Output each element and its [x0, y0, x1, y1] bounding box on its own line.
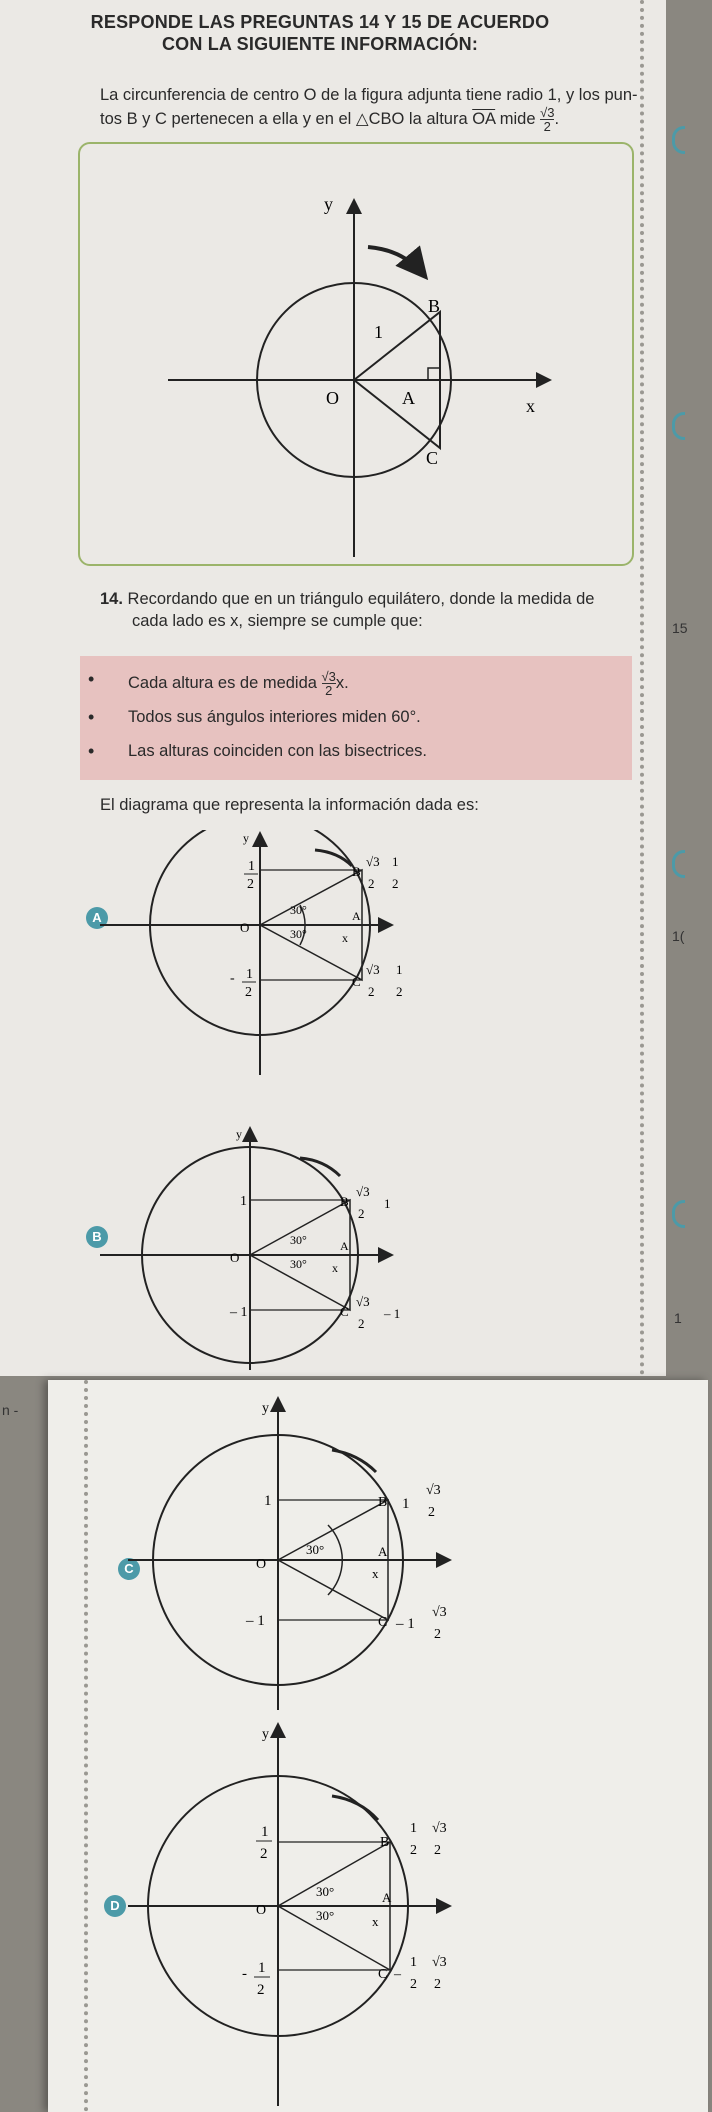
bullet-3: • Las alturas coinciden con las bisectrices.: [128, 742, 427, 761]
intro-line-1: La circunferencia de centro O de la figura adjunta tiene radio 1, y los pun-: [100, 86, 638, 104]
x-label: x: [526, 396, 535, 416]
option-b-x-label: x: [332, 1261, 338, 1275]
option-a-b-point: B: [352, 864, 361, 879]
segment-oa: $\overline{OA}$: [472, 109, 496, 128]
option-b-bx-num: √3: [356, 1184, 370, 1199]
option-b-by: 1: [384, 1196, 391, 1211]
option-d-cx-den: 2: [410, 1977, 417, 1992]
option-c-cy-num: √3: [432, 1605, 447, 1620]
right-angle-mark: [428, 368, 440, 380]
option-a-ybot-num: 1: [246, 967, 253, 982]
option-a-ybot-den: 2: [245, 985, 252, 1000]
intro-fraction: [540, 106, 554, 133]
header-line-1: RESPONDE LAS PREGUNTAS 14 Y 15 DE ACUERDO: [90, 12, 550, 32]
option-c-c-point: C: [378, 1615, 388, 1630]
option-c-by-den: 2: [428, 1505, 435, 1520]
option-d-ybot-den: 2: [257, 1982, 265, 1998]
option-d-cx-num: 1: [410, 1955, 417, 1970]
margin-mark-3: [672, 850, 685, 878]
option-d-by-num: √3: [432, 1821, 447, 1836]
option-c-figure[interactable]: [128, 1390, 608, 1710]
left-fragment-text: n -: [2, 1402, 19, 1418]
option-a-o-label: O: [240, 920, 250, 935]
option-d-cy-num: √3: [432, 1955, 447, 1970]
option-b-ytop: 1: [240, 1194, 247, 1209]
option-b-a-label: A: [340, 1239, 349, 1253]
option-d-bx-num: 1: [410, 1821, 417, 1836]
option-a-angle-bottom: 30°: [290, 927, 307, 941]
option-c-label[interactable]: C: [118, 1558, 140, 1580]
side-number-15: 15: [672, 620, 688, 636]
option-a-c-point: C: [352, 974, 361, 989]
option-b-angle-top: 30°: [290, 1233, 307, 1247]
option-a-by-num: 1: [392, 854, 399, 869]
intro-text-a: tos B y C pertenecen a ella y en el △CBO la altura: [100, 109, 473, 128]
option-c-by-num: √3: [426, 1483, 441, 1498]
option-b-y-label: y: [236, 1127, 242, 1141]
option-b-b-point: B: [340, 1194, 349, 1209]
option-d-ybot-minus: -: [242, 1966, 247, 1982]
option-c-cy-den: 2: [434, 1627, 441, 1642]
option-d-a-label: A: [382, 1890, 392, 1905]
side-number-16: 1(: [672, 928, 685, 944]
option-d-angle-top: 30°: [316, 1884, 335, 1899]
question-line-2: cada lado es x, siempre se cumple que:: [132, 612, 423, 630]
dotted-margin: [640, 0, 648, 1376]
option-a-cy-num: 1: [396, 962, 403, 977]
option-a-figure[interactable]: [100, 830, 480, 1080]
option-b-bx-den: 2: [358, 1206, 365, 1221]
intro-text-b: mide: [495, 109, 541, 128]
question-number: 14.: [100, 590, 123, 608]
o-label: O: [326, 388, 339, 408]
option-d-bx-den: 2: [410, 1843, 417, 1858]
option-b-cx-den: 2: [358, 1316, 365, 1331]
option-a-y-label: y: [243, 831, 249, 845]
margin-mark-1: [672, 126, 685, 154]
prompt-text: El diagrama que representa la información dada es:: [100, 796, 479, 814]
margin-mark-4: [672, 1200, 685, 1228]
option-d-y-label: y: [262, 1727, 269, 1742]
header-line-2: CON LA SIGUIENTE INFORMACIÓN:: [161, 34, 479, 54]
option-d-label[interactable]: D: [104, 1895, 126, 1917]
intro-frac-num: √3: [540, 105, 555, 120]
intro-frac-den: 2: [543, 119, 551, 134]
question-line-1: [100, 588, 594, 610]
option-a-bx-den: 2: [368, 876, 375, 891]
option-a-bx-num: √3: [366, 854, 380, 869]
bullet-frac-den: 2: [325, 683, 333, 698]
option-b-ybot: – 1: [230, 1305, 248, 1320]
option-b-o-label: O: [230, 1250, 240, 1265]
y-label: y: [324, 194, 333, 214]
option-b-label[interactable]: B: [86, 1226, 108, 1248]
option-d-by-den: 2: [434, 1843, 441, 1858]
bullet-1: [128, 670, 349, 697]
option-c-b-point: B: [378, 1495, 388, 1510]
option-c-angle: 30°: [306, 1542, 325, 1557]
bullet-1-fraction: [322, 670, 336, 697]
option-c-ytop: 1: [264, 1493, 272, 1509]
main-figure: [78, 142, 634, 566]
option-a-a-label: A: [352, 909, 361, 923]
option-a-cx-den: 2: [368, 984, 375, 999]
option-d-ytop-den: 2: [260, 1846, 268, 1862]
option-c-ybot: – 1: [246, 1613, 265, 1629]
page-bottom: [48, 1380, 708, 2112]
option-a-ytop-num: 1: [248, 859, 255, 874]
intro-line-2: [100, 106, 559, 133]
option-b-cy: – 1: [384, 1306, 401, 1321]
option-a-angle-top: 30°: [290, 903, 307, 917]
option-b-angle-bottom: 30°: [290, 1257, 307, 1271]
option-c-cx: – 1: [396, 1616, 415, 1632]
option-a-cy-den: 2: [396, 984, 403, 999]
option-a-x-label: x: [342, 931, 348, 945]
bullet-frac-num: √3: [321, 669, 336, 684]
option-a-ybot-minus: -: [230, 971, 235, 986]
option-b-cx-num: √3: [356, 1294, 370, 1309]
option-d-ybot-num: 1: [258, 1960, 266, 1976]
margin-mark-2: [672, 412, 685, 440]
option-d-b-point: B: [380, 1835, 390, 1850]
option-d-cy-den: 2: [434, 1977, 441, 1992]
option-c-y-label: y: [262, 1401, 269, 1416]
option-a-ytop-den: 2: [247, 877, 254, 892]
option-d-cx-minus: –: [394, 1967, 401, 1982]
side-number-17: 1: [674, 1310, 682, 1326]
option-d-figure[interactable]: [128, 1716, 608, 2106]
rotation-arrow: [368, 247, 423, 274]
bullet-1-end: x.: [335, 673, 349, 692]
c-label: C: [426, 448, 439, 468]
radius-label: 1: [374, 322, 383, 342]
option-c-x-label: x: [372, 1566, 379, 1581]
dotted-margin-bottom: [84, 1380, 92, 2112]
option-d-o-label: O: [256, 1903, 267, 1918]
option-a-by-den: 2: [392, 876, 399, 891]
intro-end: .: [554, 109, 560, 128]
question-text-1: Recordando que en un triángulo equilátero, donde la medida de: [127, 590, 595, 608]
bullet-2: • Todos sus ángulos interiores miden 60°.: [128, 708, 421, 727]
option-d-ytop-num: 1: [261, 1824, 269, 1840]
option-c-bx: 1: [402, 1496, 410, 1512]
option-b-c-point: C: [340, 1304, 349, 1319]
option-b-figure[interactable]: [100, 1120, 480, 1370]
option-d-angle-bottom: 30°: [316, 1908, 335, 1923]
a-label: A: [402, 388, 415, 408]
bullet-1-text: Cada altura es de medida: [128, 673, 322, 692]
option-d-x-label: x: [372, 1914, 379, 1929]
option-c-o-label: O: [256, 1557, 267, 1572]
option-a-cx-num: √3: [366, 962, 380, 977]
option-a-label[interactable]: A: [86, 907, 108, 929]
b-label: B: [428, 296, 441, 316]
option-d-c-point: C: [378, 1967, 388, 1982]
option-c-a-label: A: [378, 1544, 388, 1559]
